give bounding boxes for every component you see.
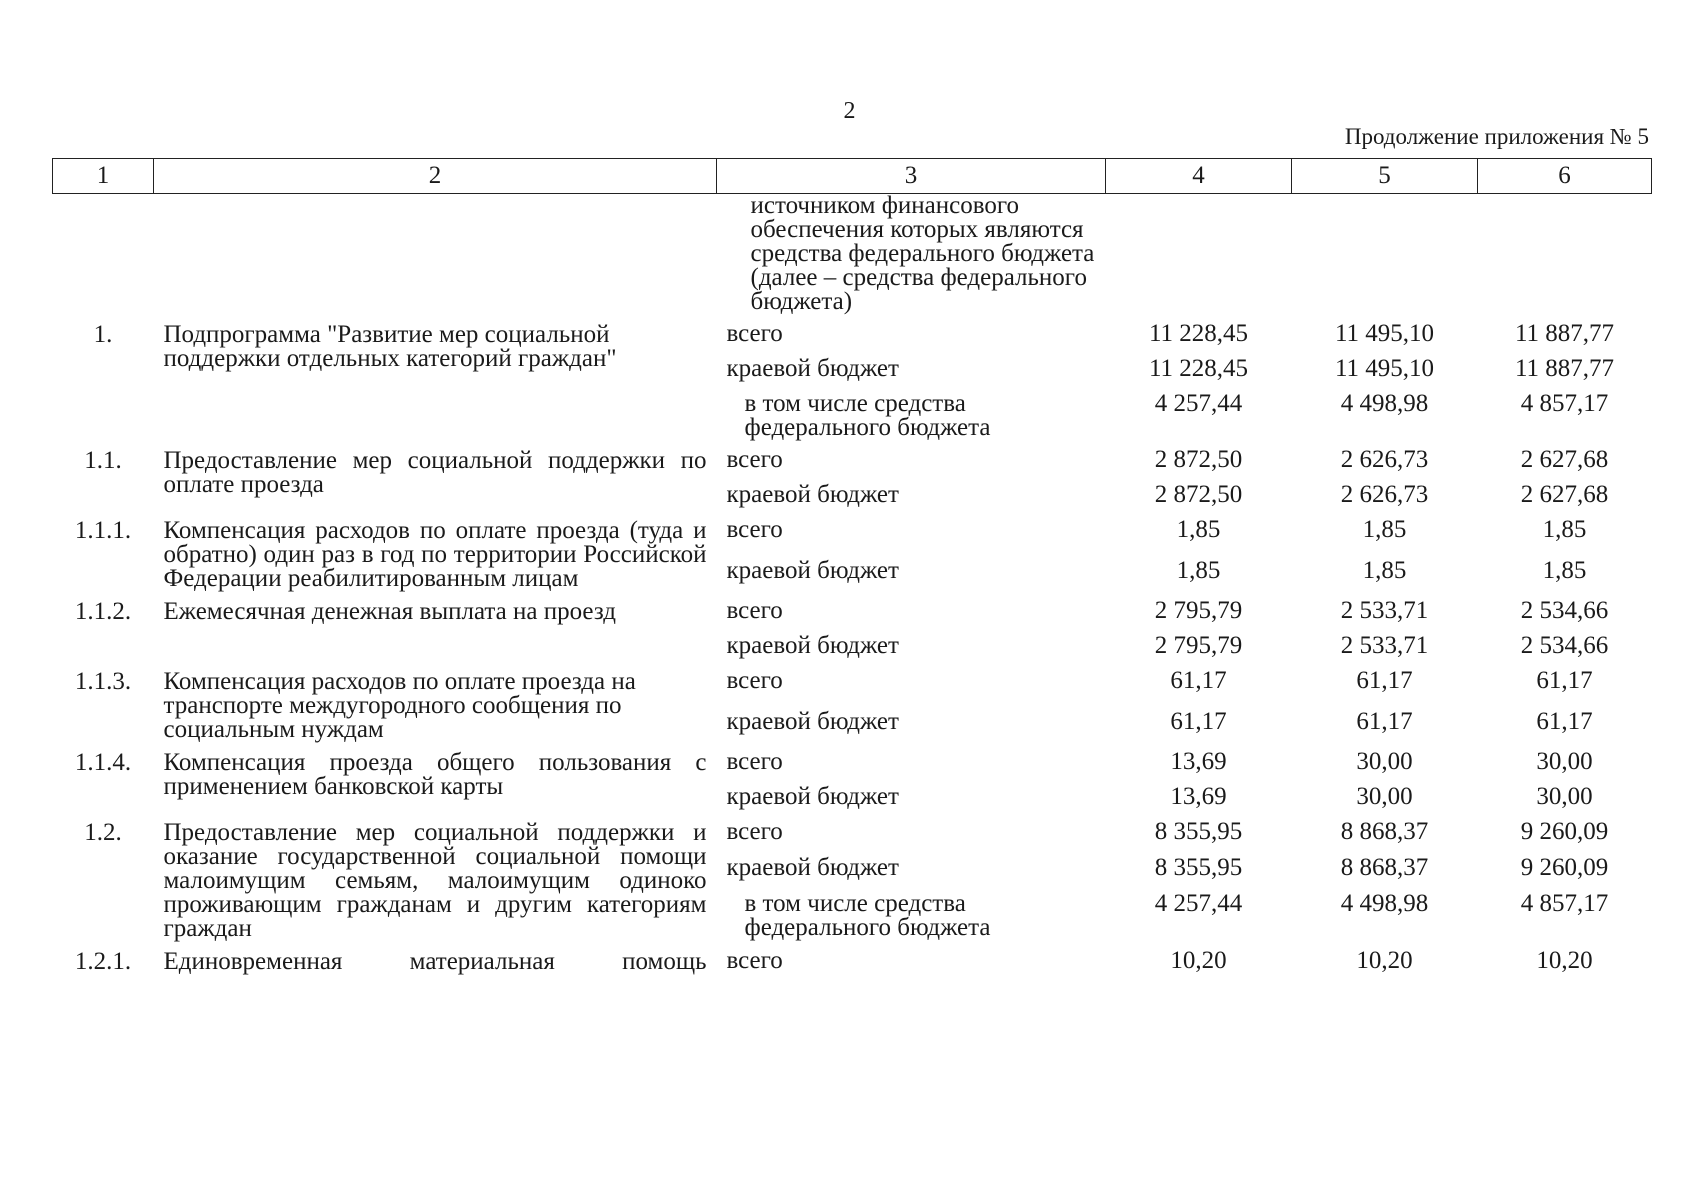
item-name: Компенсация расходов по оплате проезда на транспорте междугородного сообщения по социальным нуждам: [163, 668, 636, 743]
value-col-5: 61,17: [1356, 667, 1413, 694]
table-row: [53, 812, 1652, 848]
value-col-5: 8 868,37: [1340, 853, 1429, 881]
continued-row: [53, 194, 1652, 315]
value-col-6: 10,20: [1536, 947, 1593, 974]
value-col-4: 1,85: [1176, 516, 1221, 543]
item-number: 1.1.2.: [74, 598, 132, 625]
funding-source: краевой бюджет: [726, 783, 899, 810]
table-row: [53, 742, 1652, 777]
item-number: 1.1.3.: [74, 668, 132, 695]
value-col-5: 8 868,37: [1340, 818, 1429, 845]
value-col-6: 4 857,17: [1520, 390, 1609, 417]
value-col-6: 4 857,17: [1520, 889, 1609, 917]
continued-source-text: источником финансового обеспечения которых являются средства федерального бюджета (далее – средства федерального бюджета): [750, 192, 1095, 315]
page-number: 2: [843, 98, 856, 124]
value-col-4: 10,20: [1170, 947, 1227, 974]
funding-source: всего: [726, 446, 783, 473]
item-number: 1.2.1.: [74, 948, 132, 975]
funding-source: краевой бюджет: [726, 632, 899, 659]
item-name: Ежемесячная денежная выплата на проезд: [163, 598, 616, 625]
value-col-6: 2 627,68: [1520, 446, 1609, 473]
header-col-5: 5: [1292, 159, 1478, 194]
value-col-4: 2 872,50: [1154, 446, 1243, 473]
item-name: Компенсация проезда общего пользования с применением банковской карты: [163, 749, 707, 800]
value-col-5: 2 626,73: [1340, 481, 1429, 508]
header-col-6: 6: [1478, 159, 1652, 194]
header-col-2: 2: [154, 159, 717, 194]
value-col-6: 30,00: [1536, 748, 1593, 775]
funding-source: в том числе средства федерального бюджета: [744, 390, 991, 441]
value-col-4: 2 872,50: [1154, 481, 1243, 508]
value-col-4: 2 795,79: [1154, 632, 1243, 659]
value-col-5: 4 498,98: [1340, 889, 1429, 917]
value-col-4: 2 795,79: [1154, 597, 1243, 624]
value-col-5: 30,00: [1356, 748, 1413, 775]
value-col-6: 11 887,77: [1514, 320, 1615, 347]
value-col-4: 61,17: [1170, 707, 1227, 735]
item-number: 1.2.: [84, 819, 122, 846]
value-col-5: 2 533,71: [1340, 632, 1429, 659]
value-col-5: 11 495,10: [1334, 320, 1435, 347]
funding-source: краевой бюджет: [726, 853, 899, 881]
value-col-4: 4 257,44: [1154, 889, 1243, 917]
value-col-5: 1,85: [1362, 556, 1407, 584]
value-col-4: 13,69: [1170, 748, 1227, 775]
funding-source: всего: [726, 947, 783, 974]
value-col-6: 61,17: [1536, 707, 1593, 735]
table-body: [53, 194, 1652, 977]
value-col-4: 8 355,95: [1154, 853, 1243, 881]
value-col-6: 2 627,68: [1520, 481, 1609, 508]
funding-source: краевой бюджет: [726, 481, 899, 508]
value-col-6: 61,17: [1536, 667, 1593, 694]
item-name: Подпрограмма "Развитие мер социальной поддержки отдельных категорий граждан": [163, 321, 617, 372]
table-row: [53, 661, 1652, 702]
value-col-5: 2 533,71: [1340, 597, 1429, 624]
header-col-4: 4: [1106, 159, 1292, 194]
value-col-5: 11 495,10: [1334, 355, 1435, 382]
item-number: 1.1.1.: [74, 517, 132, 544]
value-col-5: 61,17: [1356, 707, 1413, 735]
header-col-1: 1: [53, 159, 154, 194]
table-row: [53, 941, 1652, 976]
value-col-4: 11 228,45: [1148, 320, 1249, 347]
value-col-6: 1,85: [1542, 516, 1587, 543]
value-col-6: 30,00: [1536, 783, 1593, 810]
item-name: Предоставление мер социальной поддержки и оказание государственной социальной помощи малоимущим семьям, малоимущим одиноко проживающим гражданам и другим категориям граждан: [163, 819, 707, 942]
table-row: [53, 314, 1652, 349]
funding-source: краевой бюджет: [726, 556, 899, 584]
value-col-4: 13,69: [1170, 783, 1227, 810]
value-col-5: 30,00: [1356, 783, 1413, 810]
funding-source: всего: [726, 667, 783, 694]
value-col-5: 2 626,73: [1340, 446, 1429, 473]
item-name: Компенсация расходов по оплате проезда (туда и обратно) один раз в год по территории Российской Федерации реабилитированным лицам: [163, 517, 707, 592]
value-col-4: 11 228,45: [1148, 355, 1249, 382]
value-col-4: 1,85: [1176, 556, 1221, 584]
value-col-6: 1,85: [1542, 556, 1587, 584]
value-col-6: 2 534,66: [1520, 597, 1609, 624]
value-col-6: 9 260,09: [1520, 853, 1609, 881]
value-col-5: 10,20: [1356, 947, 1413, 974]
value-col-4: 8 355,95: [1154, 818, 1243, 845]
item-name: Предоставление мер социальной поддержки по оплате проезда: [163, 447, 707, 498]
funding-source: всего: [726, 320, 783, 347]
item-number: 1.1.4.: [74, 749, 132, 776]
item-number: 1.1.: [84, 447, 122, 474]
funding-source: всего: [726, 516, 783, 543]
table-row: [53, 591, 1652, 626]
table-row: [53, 440, 1652, 475]
budget-table: [52, 158, 1652, 976]
funding-source: краевой бюджет: [726, 707, 899, 735]
appendix-continuation-label: Продолжение приложения № 5: [1344, 124, 1649, 149]
header-col-3: 3: [717, 159, 1106, 194]
funding-source: всего: [726, 748, 783, 775]
value-col-4: 61,17: [1170, 667, 1227, 694]
header-row: [53, 159, 1652, 194]
value-col-6: 2 534,66: [1520, 632, 1609, 659]
value-col-5: 1,85: [1362, 516, 1407, 543]
funding-source: краевой бюджет: [726, 355, 899, 382]
value-col-6: 11 887,77: [1514, 355, 1615, 382]
funding-source: всего: [726, 818, 783, 845]
value-col-6: 9 260,09: [1520, 818, 1609, 845]
value-col-5: 4 498,98: [1340, 390, 1429, 417]
value-col-4: 4 257,44: [1154, 390, 1243, 417]
item-number: 1.: [93, 321, 113, 348]
funding-source: в том числе средства федерального бюджета: [744, 889, 991, 941]
item-name: Единовременная материальная помощь: [163, 948, 707, 975]
table-row: [53, 510, 1652, 551]
funding-source: всего: [726, 597, 783, 624]
